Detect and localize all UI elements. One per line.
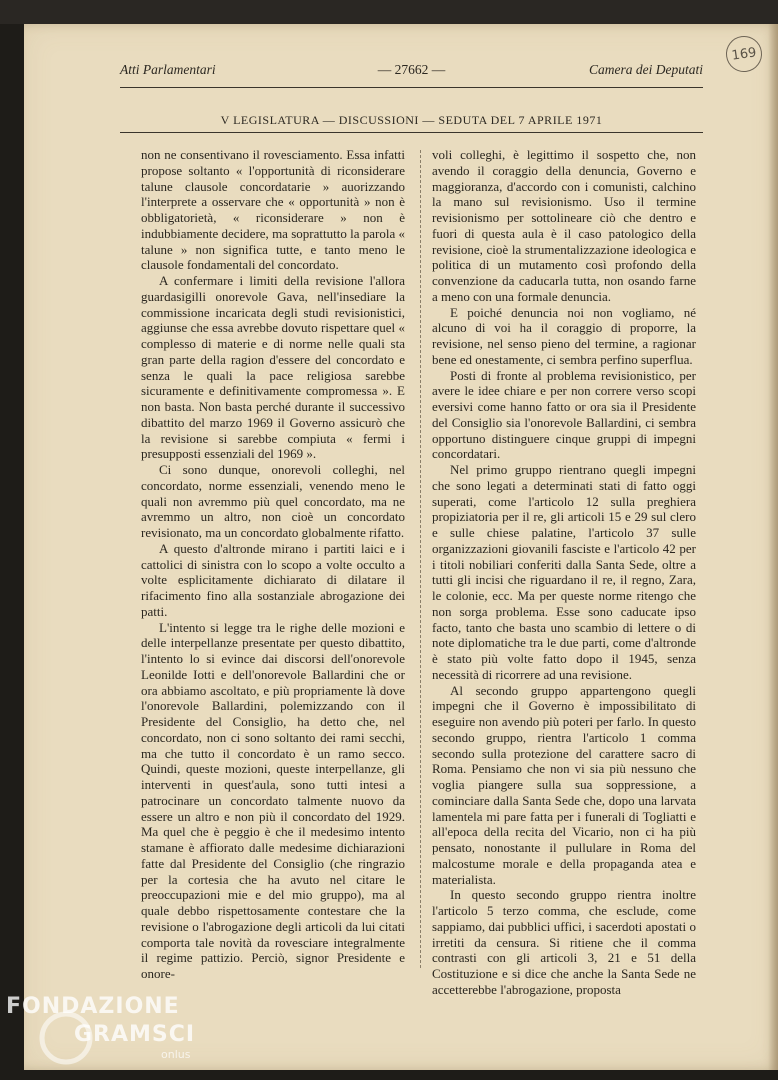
paragraph: non ne consentivano il rovesciamento. Essa infatti propose soltanto « l'opportunità di riconsiderare talune clausole concordatarie » auorizzando l'interprete a osservare che « opportunità » non è obbligatorietà, « riconsiderare » non è indubbiamente decidere, ma soprattutto la parola « talune » non significa tutte, e tanto meno le clausole fondamentali del concordato. xyxy=(141,147,405,273)
page-edge-shadow xyxy=(768,24,778,1070)
archive-number-stamp: 169 xyxy=(724,34,765,75)
archive-watermark xyxy=(6,990,246,1076)
text-column-right xyxy=(432,147,696,997)
paragraph: Nel primo gruppo rientrano quegli impegni che sono legati a determinati stati di fatto oggi superati, come l'articolo 12 sulla preghiera propiziatoria per il re, gli articoli 15 e 29 sul clero e sulle chiese palatine, l'articolo 37 sulle organizzazioni giovanili fasciste e l'articolo 42 per i titoli nobiliari conferiti dalla Santa Sede, oltre a tutti gli incisi che riguardano il re, il regno, Zara, le colonie, ecc. Ma per queste norme ritengo che non sorga problema. Esse sono caducate ipso facto, tanto che basta uno scambio di lettere o di note diplomatiche tra le due parti, come d'altronde è stato più volte fatto dopo il 1945, senza necessità di ricorrere ad una revisione. xyxy=(432,462,696,682)
paragraph: Ci sono dunque, onorevoli colleghi, nel concordato, norme essenziali, venendo meno le quali non avremmo più quel concordato, ma ne avremmo un altro, non cioè un concordato revisionato, ma un concordato globalmente rifatto. xyxy=(141,462,405,540)
text-column-left xyxy=(141,147,405,981)
watermark-suffix: onlus xyxy=(161,1048,191,1061)
paragraph: L'intento si legge tra le righe delle mozioni e delle interpellanze presentate per questo dibattito, l'intento lo si evince dai discorsi dell'onorevole Leonilde Iotti e dell'onorevole Ballardini che or ora abbiamo ascoltato, e più propriamente là dove l'onorevole Ballardini, polemizzando con il Presidente del Consiglio, ha detto che, nel concordato, non ci sono soltanto dei rami secchi, ma che tutto il concordato è un ramo secco. Quindi, queste mozioni, queste interpellanze, gli interventi in quest'aula, sono tutti intesi a patrocinare un concordato talmente nuovo da essere un altro e non più il concordato del 1929. Ma quel che è peggio è che il medesimo intento stamane è affiorato dalle medesime dichiarazioni fatte dal Presidente del Consiglio (che ringrazio per la cortesia che ha avuto nel citare le preoccupazioni mie e del mio gruppo), ma al quale debbo rispettosamente contestare che la revisione o l'abrogazione degli articoli da lui citati comporta tale novità da rovesciare integralmente il regime pattizio. Perciò, signor Presidente e onore- xyxy=(141,619,405,981)
running-head-right: Camera dei Deputati xyxy=(589,62,703,77)
paragraph: In questo secondo gruppo rientra inoltre l'articolo 5 terzo comma, che esclude, come sappiamo, dai pubblici uffici, i sacerdoti apostati o irretiti da censura. Si ritiene che il comma contrasti con gli articoli 3, 21 e 51 della Costituzione e si dice che anche la Santa Sede ne accetterebbe l'abrogazione, proposta xyxy=(432,887,696,997)
page-number: — 27662 — xyxy=(377,62,446,77)
watermark-line-2: GRAMSCI xyxy=(74,1022,196,1047)
paragraph: Al secondo gruppo appartengono quegli impegni che il Governo è impossibilitato di eseguire non avendo più poteri per farlo. In questo secondo gruppo, rientra l'articolo 1 comma secondo sulla protezione del carattere sacro di Roma. Pensiamo che non vi sia più nessuno che voglia piangere sulla sua soppressione, a cominciare dalla Santa Sede che, dopo una larvata lamentela mi pare fatta per i funerali di Togliatti e all'epoca della recita del Vicario, non ci ha più pensato, nonostante il pullulare in Roma del malcostume morale e della propaganda atea e materialista. xyxy=(432,682,696,887)
paragraph: Posti di fronte al problema revisionistico, per avere le idee chiare e per non correre verso scopi eversivi come hanno fatto or ora sia il Presidente del Consiglio sia l'onorevole Ballardini, ci sembra opportuno distinguere cinque gruppi di impegni concordatari. xyxy=(432,367,696,462)
header-rule-bottom xyxy=(120,132,703,133)
paragraph: voli colleghi, è legittimo il sospetto che, non avendo il coraggio della denuncia, Governo e maggioranza, d'accordo con i comunisti, calchino la mano sul revisionismo. Uso il termine revisionismo per sottolineare ciò che dentro e fuori di questa aula è il caso patologico della revisione, cioè la strumentalizzazione ideologica e politica di un mutamento così profondo della convenzione da caducarla tutta, non osando farne a meno con una formale denuncia. xyxy=(432,147,696,304)
scan-background xyxy=(0,0,778,24)
paragraph: A confermare i limiti della revisione l'allora guardasigilli onorevole Gava, nell'insediare la commissione incaricata degli studi revisionistici, aggiunse che essa avrebbe dovuto rispettare quel « complesso di materie e di norme nelle quali sta gran parte della ragion d'essere del concordato e senza le quali la pace religiosa sarebbe sicuramente e definitivamente compromessa ». E non basta. Non basta perché durante il successivo dibattito del marzo 1969 il Governo assicurò che la revisione si sarebbe compiuta « fermi i presupposti essenziali del 1969 ». xyxy=(141,273,405,462)
running-head-left: Atti Parlamentari xyxy=(120,62,216,77)
running-head xyxy=(120,62,703,82)
session-subheading: V LEGISLATURA — DISCUSSIONI — SEDUTA DEL 7 APRILE 1971 xyxy=(220,113,603,127)
column-divider xyxy=(420,150,421,968)
paragraph: A questo d'altronde mirano i partiti laici e i cattolici di sinistra con lo scopo a volte occulto a volte esplicitamente dichiarato di dilatare il rifacimento fino alla sostanziale abrogazione dei patti. xyxy=(141,540,405,619)
paragraph: E poiché denuncia noi non vogliamo, né alcuno di voi ha il coraggio di proporre, la revisione, nel senso pieno del termine, a ragionar bene ed onestamente, ci sembra perfino superflua. xyxy=(432,304,696,367)
watermark-line-1: FONDAZIONE xyxy=(6,994,180,1019)
header-rule-top xyxy=(120,87,703,88)
